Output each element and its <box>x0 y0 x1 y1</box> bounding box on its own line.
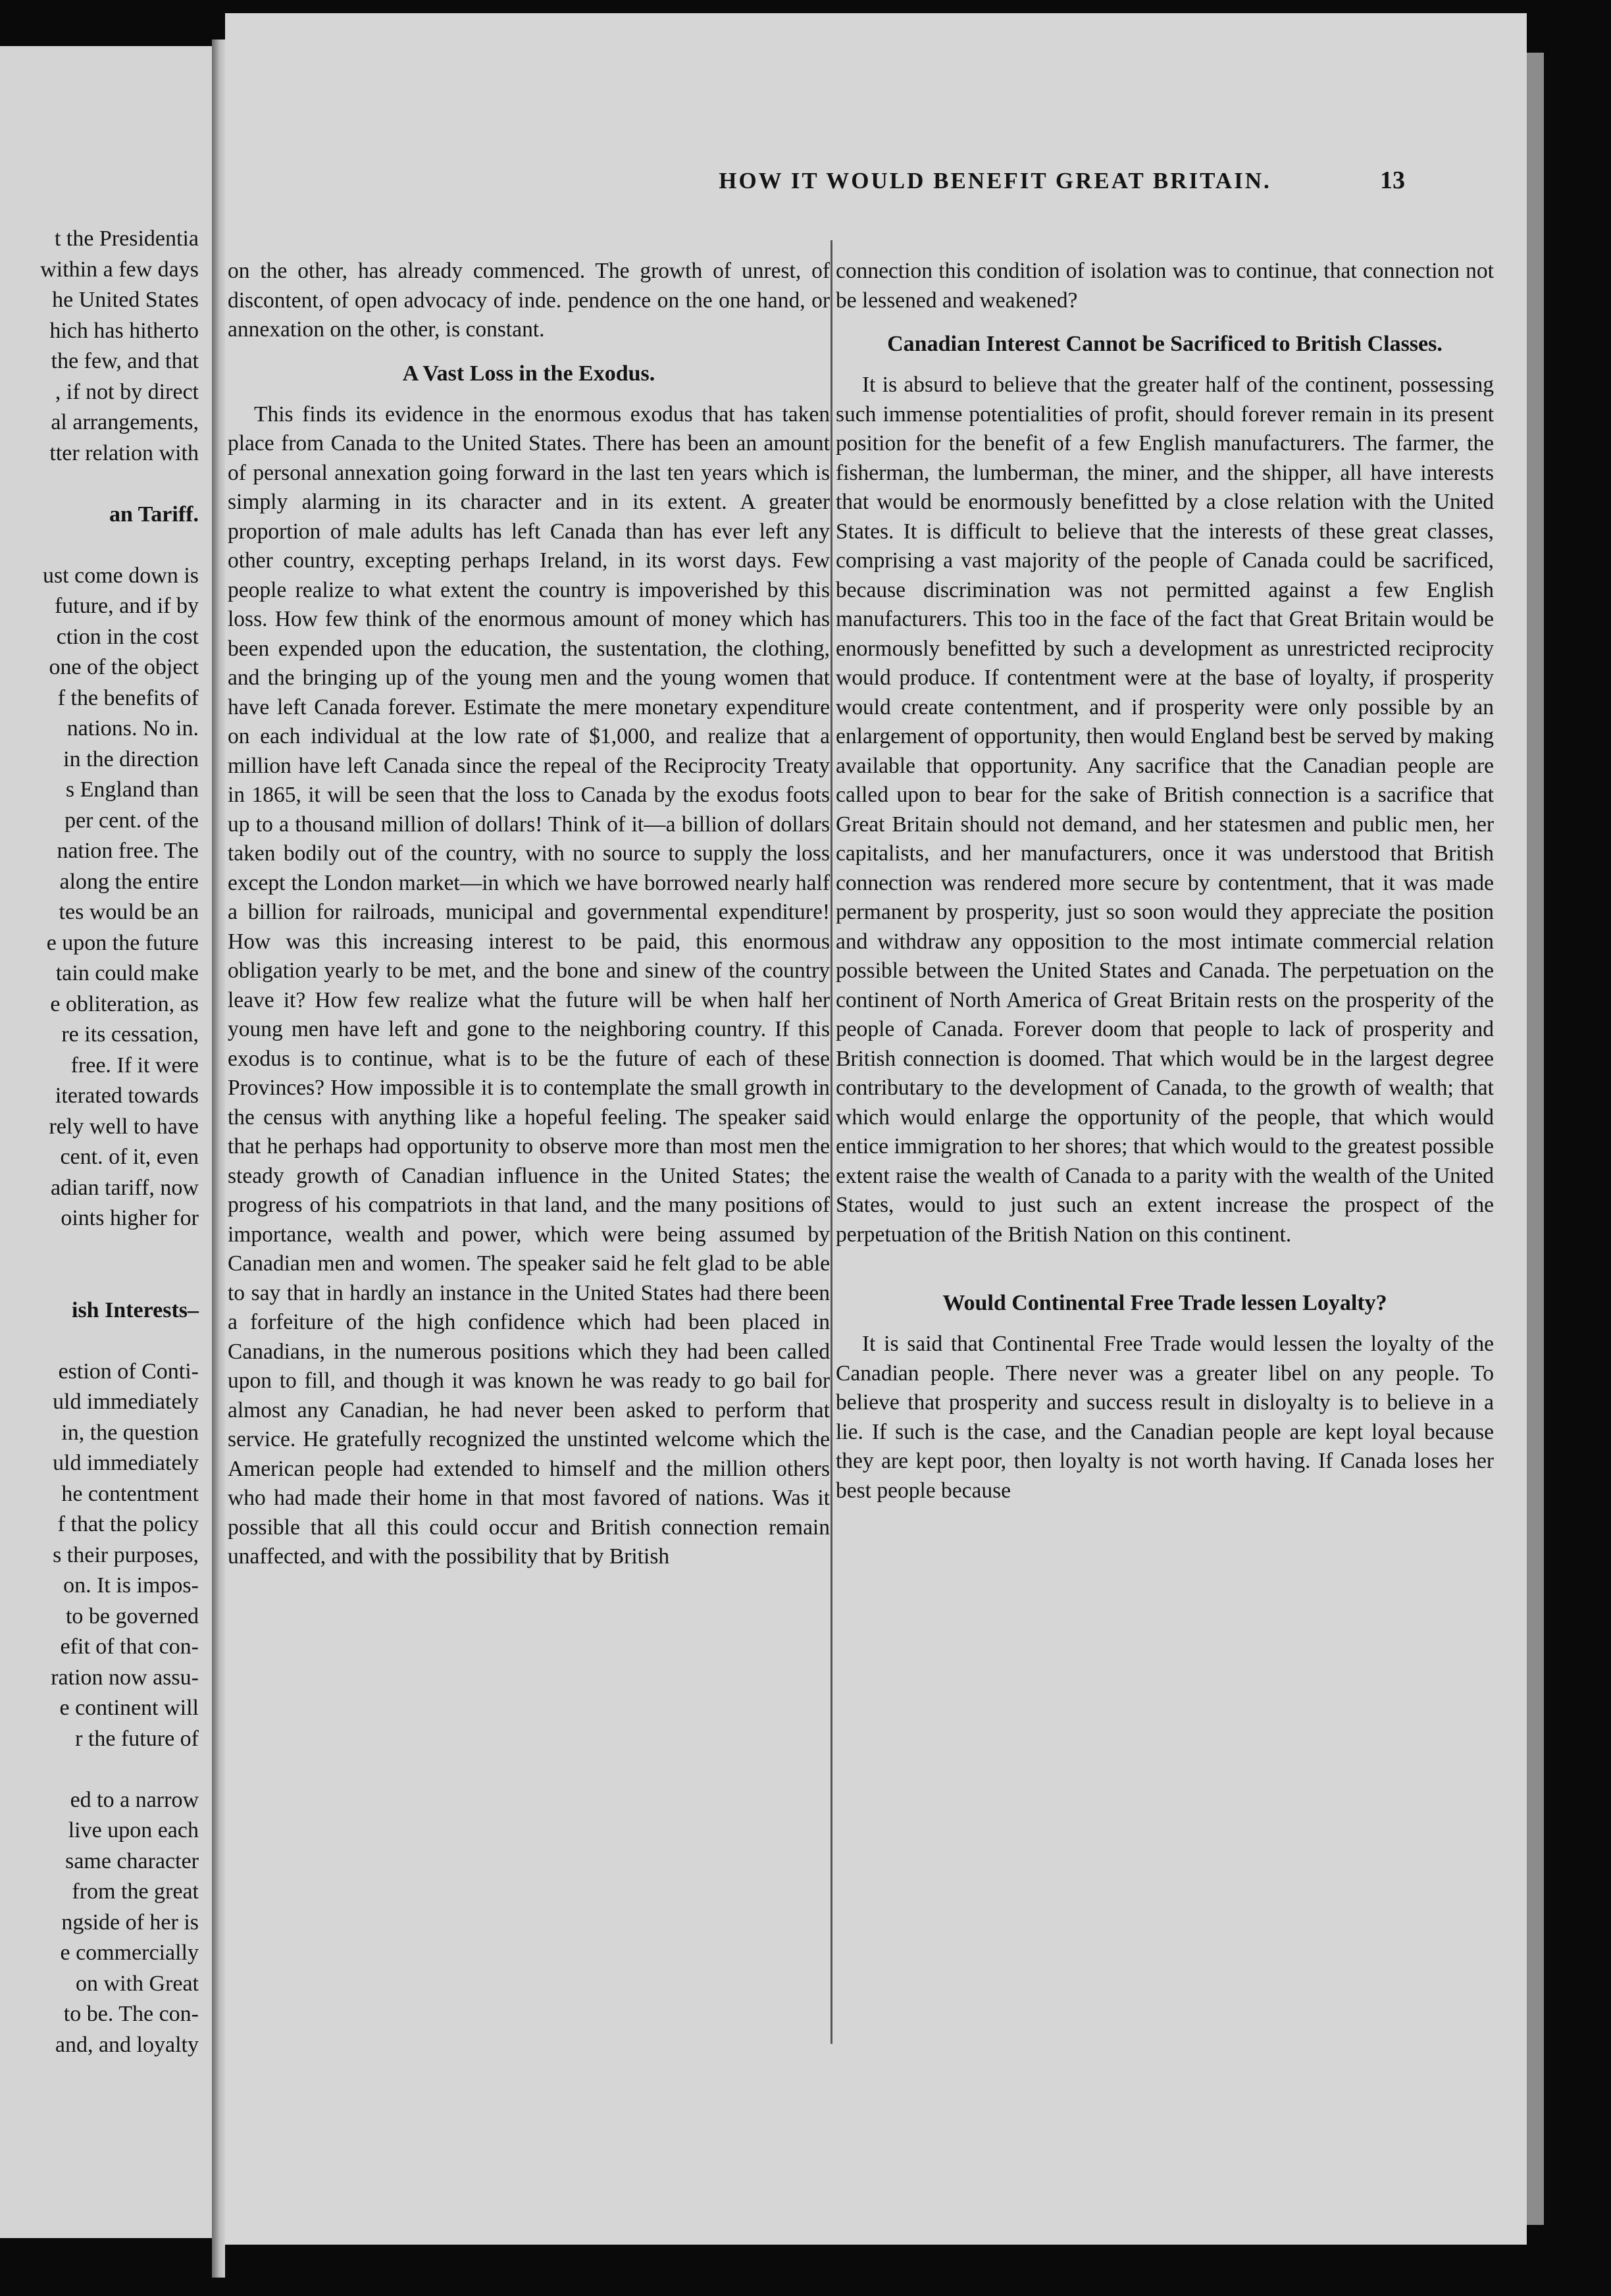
book-page <box>225 13 1527 2245</box>
previous-page-line: tter relation with <box>49 440 199 465</box>
previous-page-line: t the Presidentia <box>54 226 199 251</box>
previous-page-line: efit of that con- <box>60 1634 199 1659</box>
previous-page-line: e obliteration, as <box>50 991 199 1016</box>
column-2-opening-paragraph: connection this condition of isolation was to continue, that connection not be lessened and weakened? <box>836 259 1494 313</box>
previous-page-line: nation free. The <box>57 839 199 863</box>
previous-page-line: estion of Conti- <box>58 1359 199 1384</box>
previous-page-line: s their purposes, <box>53 1542 199 1567</box>
previous-page-line: the few, and that <box>51 349 199 373</box>
previous-page-line: uld immediately <box>53 1390 199 1414</box>
previous-page-line: in, the question <box>61 1420 199 1445</box>
section-heading-canadian-interest: Canadian Interest Cannot be Sacrificed to British Classes. <box>887 332 1443 356</box>
column-2-body-paragraph-1: It is absurd to believe that the greater half of the continent, possessing such immense potentialities of profit, should forever remain in its present position for the benefit of a few English manufacturers. The farmer, the fisherman, the lumberman, the miner, and the shipper, all have interests that would be enormously benefitted by a close relation with the United States. It is difficult to believe that the interests of these great classes, comprising a vast majority of the people of Canada could be sacrificed, because discrimination was not permitted against a few English manufacturers. This too in the face of the fact that Great Britain would be enormously benefitted by such a development as unrestricted reciprocity would produce. If contentment were at the base of loyalty, if prosperity would create contentment, and if prosperity were only possible by an enlargement of opportunity, then would England best be served by making available that opportunity. Any sacrifice that the Canadian people are called upon to bear for the sake of British connection is a sacrifice that Great Britain should not demand, and her statesmen and public men, her capitalists, and her manufacturers, once it was understood that British connection was rendered more secure by contentment, that it was made permanent by prosperity, just so soon would they appreciate the position and withdraw any opposition to the most intimate commercial relation possible between the United States and Canada. The perpetuation on the continent of North America of Great Britain rests on the prosperity of the people of Canada. Forever doom that people to lack of prosperity and British connection is doomed. That which would be in the largest degree contributary to the development of Canada, to the growth of wealth; that which would enlarge the opportunity of the people, that which would entice immigration to her shores; that which would to the greatest possible extent raise the wealth of Canada to a parity with the wealth of the United States, would to just such an extent increase the prospect of the perpetuation of the British Nation on this continent. <box>836 373 1494 1247</box>
previous-page-line: re its cessation, <box>61 1022 199 1047</box>
previous-page-line: oints higher for <box>61 1206 199 1230</box>
previous-page-line: nations. No in. <box>66 716 199 741</box>
column-2-body-paragraph-2: It is said that Continental Free Trade would lessen the loyalty of the Canadian people. There never was a greater libel on any people. To believe that prosperity and success result in disloyalty is to believe in a lie. If such is the case, and the Canadian people are kept loyal because they are kept poor, then loyalty is not worth having. If Canada loses her best people because <box>836 1332 1494 1503</box>
column-divider <box>831 240 832 2044</box>
column-1-opening-paragraph: on the other, has already commenced. The growth of unrest, of discontent, of open advocacy of inde. pendence on the one hand, or annexation on the other, is constant. <box>228 259 830 342</box>
article-column-right <box>836 257 1494 1505</box>
previous-page-line: ngside of her is <box>61 1910 199 1935</box>
previous-page-line: e upon the future <box>46 930 199 955</box>
running-head: HOW IT WOULD BENEFIT GREAT BRITAIN. <box>719 168 1271 194</box>
previous-page-line: from the great <box>72 1879 199 1904</box>
previous-page-line <box>1 469 199 500</box>
previous-page-line: cent. of it, even <box>60 1145 199 1169</box>
previous-page-line: and, and loyalty <box>55 2032 199 2057</box>
previous-page-line: adian tariff, now <box>50 1175 199 1200</box>
previous-page-line: within a few days <box>40 257 199 282</box>
previous-page-line: f the benefits of <box>57 685 199 710</box>
previous-page-line <box>1 1754 199 1785</box>
previous-page-line: future, and if by <box>54 594 199 618</box>
previous-page-line: uld immediately <box>53 1451 199 1475</box>
previous-page-line: al arrangements, <box>51 410 199 434</box>
previous-page-line: one of the object <box>49 655 199 679</box>
article-column-left <box>228 257 830 1572</box>
previous-page-line: free. If it were <box>70 1053 199 1078</box>
page-edge <box>1527 53 1544 2225</box>
previous-page-line: r the future of <box>75 1726 199 1751</box>
section-heading-continental-free-trade: Would Continental Free Trade lessen Loyalty? <box>942 1291 1387 1315</box>
section-heading-vast-loss: A Vast Loss in the Exodus. <box>402 361 655 386</box>
previous-page-line: ish Interests– <box>72 1297 199 1322</box>
book-gutter <box>212 39 225 2278</box>
previous-page-line: hich has hitherto <box>49 318 199 343</box>
previous-page-line: to be. The con- <box>63 2002 199 2026</box>
previous-page-line <box>1 530 199 561</box>
previous-page-line: an Tariff. <box>109 502 199 527</box>
previous-page-line: rely well to have <box>49 1114 199 1139</box>
previous-page-line: on. It is impos- <box>63 1573 199 1598</box>
previous-page-line <box>1 1265 199 1295</box>
previous-page-line: e continent will <box>59 1696 199 1720</box>
previous-page-line: e commercially <box>60 1941 199 1965</box>
previous-page-line: tain could make <box>55 961 199 985</box>
previous-page-line: , if not by direct <box>55 379 199 404</box>
previous-page-line: same character <box>65 1848 199 1873</box>
previous-page-line: iterated towards <box>55 1083 199 1108</box>
previous-page-fragment <box>0 46 212 2238</box>
previous-page-line: per cent. of the <box>64 808 199 833</box>
previous-page-line: ration now assu- <box>51 1665 199 1690</box>
previous-page-line: live upon each <box>68 1818 199 1842</box>
previous-page-line: he contentment <box>61 1481 199 1506</box>
previous-page-line: ust come down is <box>42 563 199 588</box>
previous-page-line <box>1 1234 199 1265</box>
previous-page-line: to be governed <box>65 1604 199 1629</box>
previous-page-column <box>1 224 199 2060</box>
previous-page-line: ed to a narrow <box>70 1787 199 1812</box>
previous-page-line: f that the policy <box>57 1512 199 1536</box>
previous-page-line: s England than <box>65 777 199 802</box>
column-1-body-paragraph: This finds its evidence in the enormous exodus that has taken place from Canada to the United States. There has been an amount of personal annexation going forward in the last ten years which is simply alarming in its character and in its extent. A greater proportion of male adults has left Canada than has ever left any other country, excepting perhaps Ireland, in its worst days. Few people realize to what extent the country is impoverished by this loss. How few think of the enormous amount of money which has been expended upon the education, the sustentation, the clothing, and the bringing up of the young men and the young women that have left Canada forever. Estimate the mere monetary expenditure on each individual at the low rate of $1,000, and realize that a million have left Canada since the repeal of the Reciprocity Treaty in 1865, it will be seen that the loss to Canada by the exodus foots up to a thousand million of dollars! Think of it—a billion of dollars taken bodily out of the country, with no source to supply the loss except the London market—in which we have borrowed nearly half a billion for railroads, municipal and governmental expenditure! How was this increasing interest to be paid, this enormous obligation yearly to be met, and the bone and sinew of the country leave it? How few realize what the future will be when half her young men have left and gone to the neighboring country. If this exodus is to continue, what is to be the future of each of these Provinces? How impossible it is to contemplate the small growth in the census with anything like a hopeful feeling. The speaker said that he perhaps had opportunity to observe more than most men the steady growth of Canadian influence in the United States; the progress of his compatriots in that land, and the many positions of importance, wealth and power, which were being assumed by Canadian men and women. The speaker said he felt glad to be able to say that in hardly an instance in the United States had there been a forfeiture of the high confidence which had been placed in Canadians, in the numerous positions which they had been called upon to fill, and though it was known he was ready to go bail for almost any Canadian, he had never been asked to perform that service. He gratefully recognized the unstinted welcome which the American people had extended to himself and the million others who had made their home in that most favored of nations. Was it possible that all this could occur and British connection remain unaffected, and with the possibility that by British <box>228 402 830 1569</box>
page-number: 13 <box>1380 167 1405 194</box>
previous-page-line: he United States <box>52 288 199 312</box>
previous-page-line: ction in the cost <box>56 624 199 649</box>
previous-page-line <box>1 1326 199 1357</box>
previous-page-line: along the entire <box>59 869 199 894</box>
previous-page-line: tes would be an <box>59 900 199 924</box>
previous-page-line: on with Great <box>76 1971 199 1996</box>
previous-page-line: in the direction <box>63 746 199 771</box>
